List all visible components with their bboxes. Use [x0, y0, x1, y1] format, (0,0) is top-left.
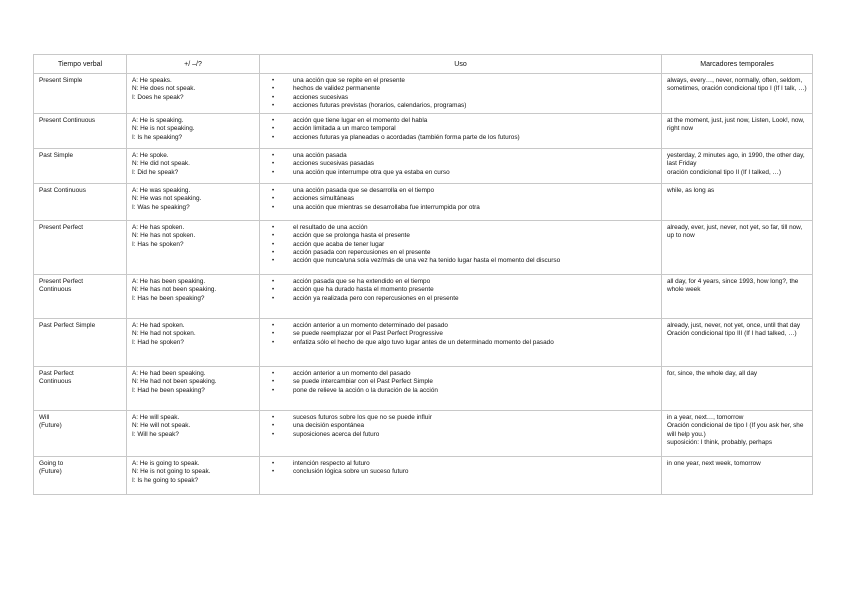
use-item: • conclusión lógica sobre un suceso futuro	[293, 468, 658, 476]
table-row	[34, 411, 813, 457]
use-item: • acción que tiene lugar en el momento del habla	[293, 117, 658, 125]
uses-list	[265, 322, 658, 347]
use-item: • acción ya realizada pero con repercusiones en el presente	[293, 295, 658, 303]
time-markers: always, every…, never, normally, often, seldom, sometimes, oración condicional tipo I (If I talk, …)	[662, 74, 813, 114]
use-item: • pone de relieve la acción o la duración de la acción	[293, 387, 658, 395]
use-item: • hechos de validez permanente	[293, 85, 658, 93]
tense-forms: A: He had spoken. N: He had not spoken. I: Had he spoken?	[127, 319, 260, 367]
uses-list	[265, 117, 658, 142]
use-item: • una acción pasada que se desarrolla en el tiempo	[293, 187, 658, 195]
tense-name: Past Simple	[34, 149, 127, 184]
use-item: • acción que nunca/una sola vez/más de una vez ha tenido lugar hasta el momento del discurso	[293, 257, 658, 265]
uses-list	[265, 152, 658, 177]
header-tense: Tiempo verbal	[34, 55, 127, 74]
use-item: • acciones futuras ya planeadas o acordadas (también forma parte de los futuros)	[293, 134, 658, 142]
use-item: • una acción pasada	[293, 152, 658, 160]
tense-forms: A: He spoke. N: He did not speak. I: Did he speak?	[127, 149, 260, 184]
time-markers: yesterday, 2 minutes ago, in 1990, the other day, last Friday oración condicional tipo II (If I talked, …)	[662, 149, 813, 184]
tense-forms: A: He had been speaking. N: He had not been speaking. I: Had he been speaking?	[127, 367, 260, 411]
uses-list	[265, 224, 658, 265]
tense-forms: A: He is speaking. N: He is not speaking. I: Is he speaking?	[127, 114, 260, 149]
use-item: • acción anterior a un momento del pasado	[293, 370, 658, 378]
use-item: • acción pasada con repercusiones en el presente	[293, 249, 658, 257]
header-use: Uso	[260, 55, 662, 74]
table-row	[34, 457, 813, 495]
use-item: • acción pasada que se ha extendido en el tiempo	[293, 278, 658, 286]
use-item: • acción limitada a un marco temporal	[293, 125, 658, 133]
use-item: • acción que se prolonga hasta el presente	[293, 232, 658, 240]
header-markers: Marcadores temporales	[662, 55, 813, 74]
use-item: • acciones sucesivas pasadas	[293, 160, 658, 168]
table-row	[34, 367, 813, 411]
table-row	[34, 74, 813, 114]
uses-list	[265, 278, 658, 303]
tense-name: Will (Future)	[34, 411, 127, 457]
time-markers: for, since, the whole day, all day	[662, 367, 813, 411]
tense-uses	[260, 184, 662, 221]
tense-uses	[260, 367, 662, 411]
table-row	[34, 114, 813, 149]
time-markers: while, as long as	[662, 184, 813, 221]
tense-forms: A: He will speak. N: He will not speak. I: Will he speak?	[127, 411, 260, 457]
table-row	[34, 319, 813, 367]
tense-uses	[260, 221, 662, 275]
uses-list	[265, 460, 658, 477]
tense-uses	[260, 275, 662, 319]
verb-tenses-table	[33, 54, 813, 495]
tense-uses	[260, 149, 662, 184]
use-item: • acción que ha durado hasta el momento presente	[293, 286, 658, 294]
table-row	[34, 221, 813, 275]
time-markers: already, ever, just, never, not yet, so far, till now, up to now	[662, 221, 813, 275]
tense-name: Going to (Future)	[34, 457, 127, 495]
table-body	[34, 74, 813, 495]
table-row	[34, 275, 813, 319]
tense-forms: A: He has spoken. N: He has not spoken. I: Has he spoken?	[127, 221, 260, 275]
uses-list	[265, 370, 658, 395]
tense-forms: A: He was speaking. N: He was not speaking. I: Was he speaking?	[127, 184, 260, 221]
tense-name: Past Perfect Continuous	[34, 367, 127, 411]
tense-forms: A: He has been speaking. N: He has not been speaking. I: Has he been speaking?	[127, 275, 260, 319]
use-item: • una acción que interrumpe otra que ya estaba en curso	[293, 169, 658, 177]
tense-uses	[260, 457, 662, 495]
tense-name: Present Perfect	[34, 221, 127, 275]
use-item: • se puede intercambiar con el Past Perfect Simple	[293, 378, 658, 386]
time-markers: in one year, next week, tomorrow	[662, 457, 813, 495]
tense-name: Present Continuous	[34, 114, 127, 149]
header-row	[34, 55, 813, 74]
use-item: • sucesos futuros sobre los que no se puede influir	[293, 414, 658, 422]
use-item: • suposiciones acerca del futuro	[293, 431, 658, 439]
uses-list	[265, 414, 658, 439]
use-item: • el resultado de una acción	[293, 224, 658, 232]
use-item: • intención respecto al futuro	[293, 460, 658, 468]
tense-uses	[260, 319, 662, 367]
tense-uses	[260, 411, 662, 457]
use-item: • una decisión espontánea	[293, 422, 658, 430]
use-item: • una acción que se repite en el presente	[293, 77, 658, 85]
tense-name: Present Simple	[34, 74, 127, 114]
time-markers: already, just, never, not yet, once, until that day Oración condicional tipo III (If I had talked, …)	[662, 319, 813, 367]
tense-name: Past Perfect Simple	[34, 319, 127, 367]
use-item: • se puede reemplazar por el Past Perfect Progressive	[293, 330, 658, 338]
time-markers: at the moment, just, just now, Listen, Look!, now, right now	[662, 114, 813, 149]
time-markers: all day, for 4 years, since 1993, how long?, the whole week	[662, 275, 813, 319]
table-row	[34, 184, 813, 221]
use-item: • una acción que mientras se desarrollaba fue interrumpida por otra	[293, 204, 658, 212]
uses-list	[265, 187, 658, 212]
tense-forms: A: He speaks. N: He does not speak. I: Does he speak?	[127, 74, 260, 114]
use-item: • acciones futuras previstas (horarios, calendarios, programas)	[293, 102, 658, 110]
tense-name: Past Continuous	[34, 184, 127, 221]
table-row	[34, 149, 813, 184]
tense-forms: A: He is going to speak. N: He is not going to speak. I: Is he going to speak?	[127, 457, 260, 495]
time-markers: in a year, next…, tomorrow Oración condicional de tipo I (If you ask her, she will help you.) suposición: I think, probably, perhaps	[662, 411, 813, 457]
use-item: • acciones sucesivas	[293, 94, 658, 102]
use-item: • acción que acaba de tener lugar	[293, 241, 658, 249]
header-forms: +/ –/?	[127, 55, 260, 74]
use-item: • acciones simultáneas	[293, 195, 658, 203]
uses-list	[265, 77, 658, 110]
tense-name: Present Perfect Continuous	[34, 275, 127, 319]
tense-uses	[260, 74, 662, 114]
use-item: • enfatiza sólo el hecho de que algo tuvo lugar antes de un determinado momento del pasado	[293, 339, 658, 347]
tense-uses	[260, 114, 662, 149]
use-item: • acción anterior a un momento determinado del pasado	[293, 322, 658, 330]
